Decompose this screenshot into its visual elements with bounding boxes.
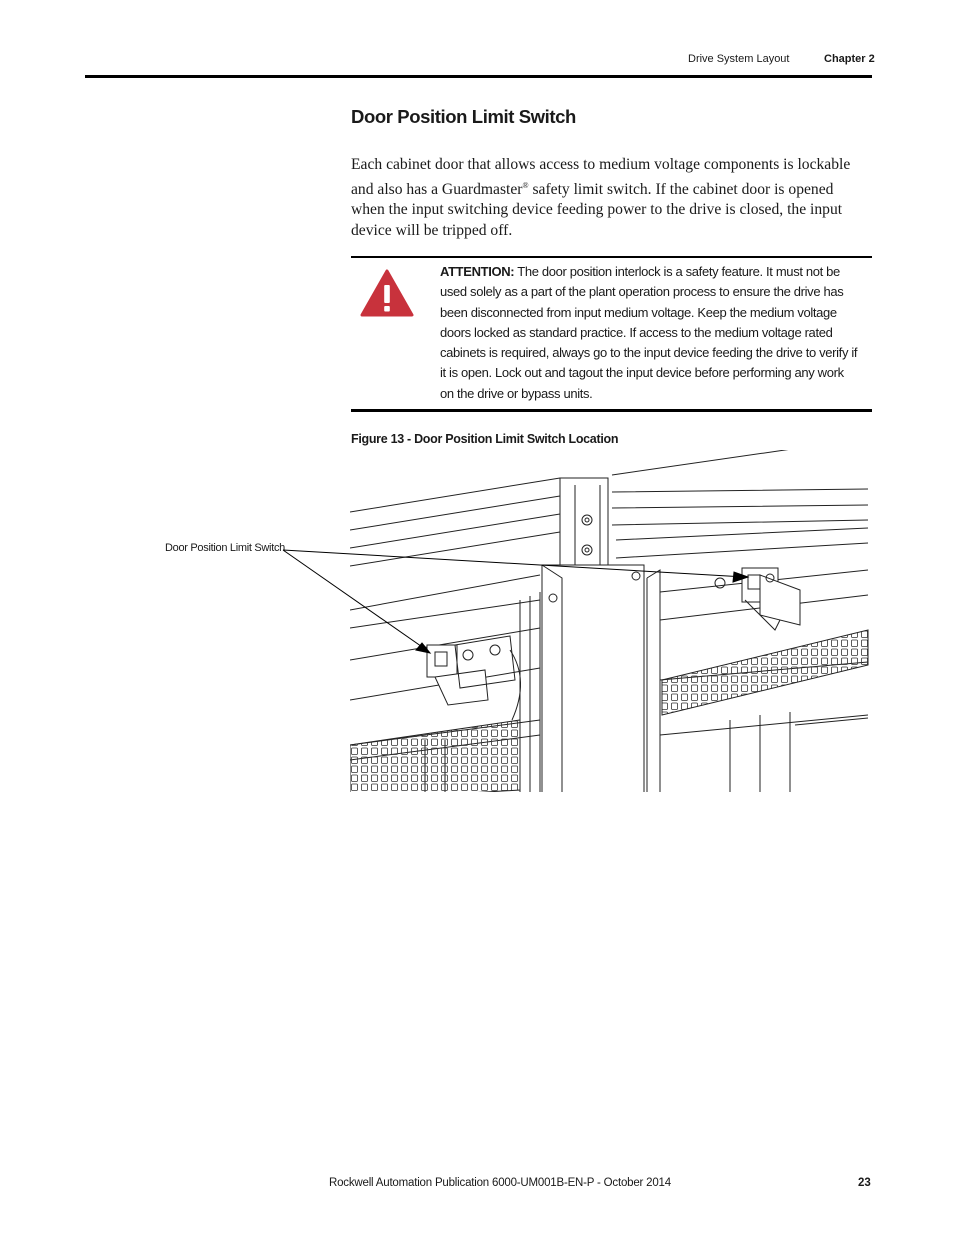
footer-publication: Rockwell Automation Publication 6000-UM001B-EN-P - October 2014	[329, 1177, 671, 1189]
page-number: 23	[858, 1177, 871, 1189]
body-text-start: Each cabinet door that allows access to medium voltage components is lockable and also has a Guardmaster	[351, 156, 851, 198]
registered-mark: ®	[522, 180, 529, 190]
section-title: Door Position Limit Switch	[351, 106, 576, 127]
figure-caption: Figure 13 - Door Position Limit Switch Location	[351, 432, 619, 446]
running-header-section: Drive System Layout	[688, 53, 790, 65]
figure-callout-label: Door Position Limit Switch	[165, 542, 285, 554]
attention-text: The door position interlock is a safety feature. It must not be used solely as a part of the plant operation process to ensure the drive has been disconnected from input medium voltage. Keep the medium voltage doors locked as standard practice. If access to the medium voltage rated cabinets is required, always go to the input device feeding the drive to verify if it is open. Lock out and tagout the input device before performing any work on the drive or bypass units.	[440, 264, 858, 401]
attention-label: ATTENTION:	[440, 264, 515, 279]
body-text-end: safety limit switch. If the cabinet door is opened when the input switching device feeding power to the drive is closed, the input device will be tripped off.	[351, 180, 843, 239]
running-header-chapter: Chapter 2	[824, 53, 875, 65]
